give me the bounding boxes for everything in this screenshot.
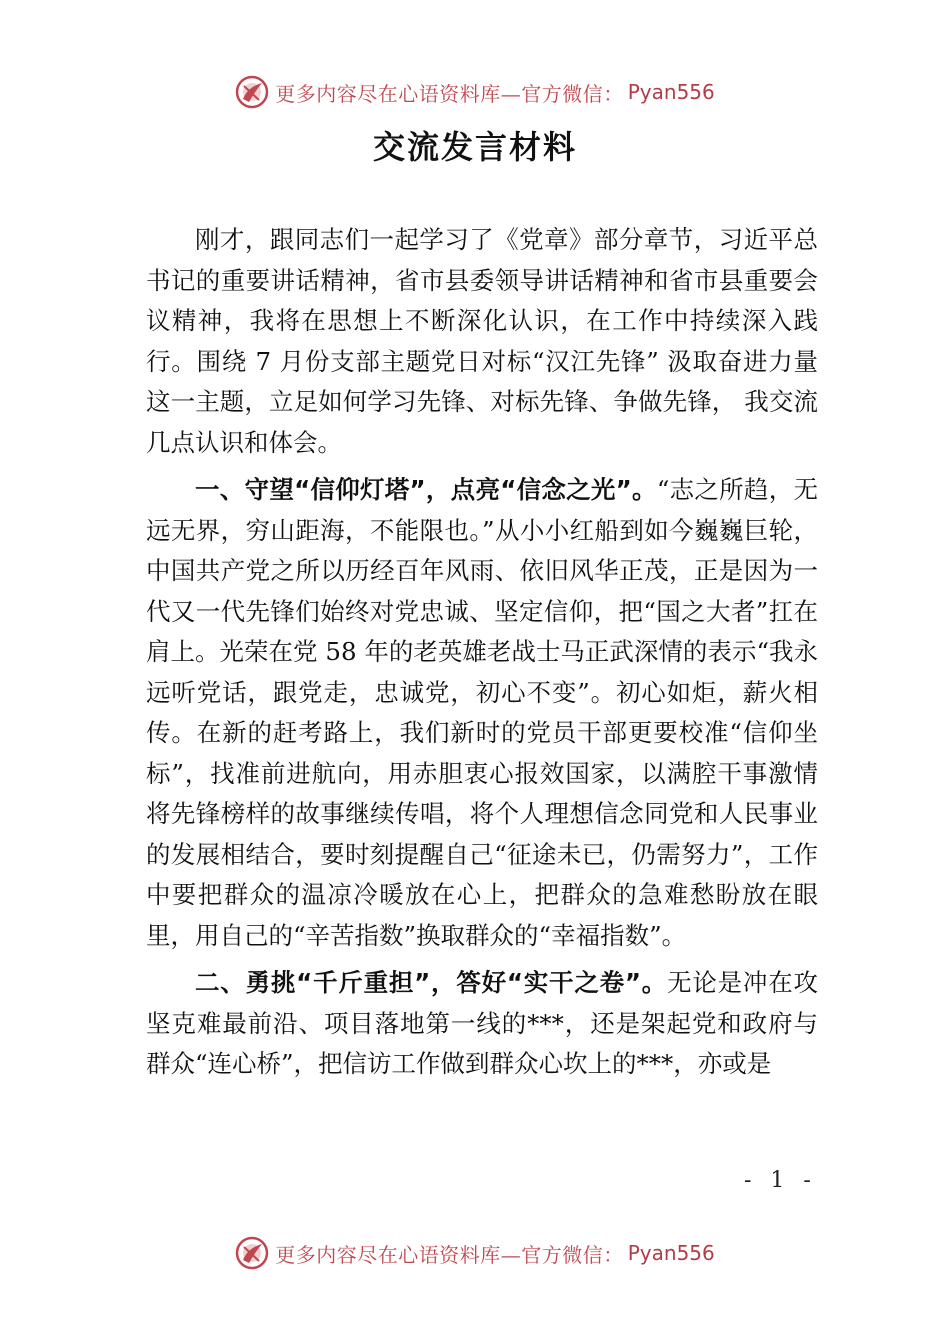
watermark-text: 更多内容尽在心语资料库—官方微信： <box>275 81 624 106</box>
section-1-paragraph <box>146 470 818 956</box>
section-2-paragraph <box>146 963 818 1085</box>
watermark-banner-top <box>0 72 950 112</box>
watermark-wechat-id: Pyan556 <box>627 1241 715 1265</box>
section-2-heading: 二、勇挑“千斤重担”，答好“实干之卷”。 <box>195 968 668 997</box>
seal-logo-icon <box>235 75 269 109</box>
document-body <box>146 220 818 1085</box>
watermark-wechat-id: Pyan556 <box>627 80 715 104</box>
section-2-body: 无论是冲在攻坚克难最前沿、项目落地第一线的***，还是架起党和政府与群众“连心桥”，把信访工作做到群众心坎上的***，亦或是 <box>146 968 818 1078</box>
intro-paragraph: 刚才，跟同志们一起学习了《党章》部分章节，习近平总书记的重要讲话精神，省市县委领导讲话精神和省市县重要会议精神，我将在思想上不断深化认识，在工作中持续深入践行。围绕 7 月份支部主题党日对标“汉江先锋” 汲取奋进力量这一主题，立足如何学习先锋、对标先锋、争做先锋， 我交流几点认识和体会。 <box>146 225 818 457</box>
section-1-heading: 一、守望“信仰灯塔”，点亮“信念之光”。 <box>195 475 657 504</box>
section-1-body: “志之所趋，无远无界，穷山距海，不能限也。”从小小红船到如今巍巍巨轮，中国共产党之所以历经百年风雨、依旧风华正茂，正是因为一代又一代先锋们始终对党忠诚、坚定信仰，把“国之大者”扛在肩上。光荣在党 58 年的老英雄老战士马正武深情的表示“我永远听党话，跟党走，忠诚党，初心不变”。初心如炬，薪火相传。在新的赶考路上，我们新时的党员干部更要校准“信仰坐标”，找准前进航向，用赤胆衷心报效国家，以满腔干事激情将先锋榜样的故事继续传唱，将个人理想信念同党和人民事业的发展相结合，要时刻提醒自己“征途未已，仍需努力”，工作中要把群众的温凉冷暖放在心上，把群众的急难愁盼放在眼里，用自己的“辛苦指数”换取群众的“幸福指数”。 <box>146 475 818 950</box>
watermark-banner-bottom <box>0 1233 950 1273</box>
page-number: - 1 - <box>744 1168 817 1193</box>
seal-logo-icon <box>235 1236 269 1270</box>
watermark-text: 更多内容尽在心语资料库—官方微信： <box>275 1242 624 1267</box>
document-title: 交流发言材料 <box>372 128 577 166</box>
